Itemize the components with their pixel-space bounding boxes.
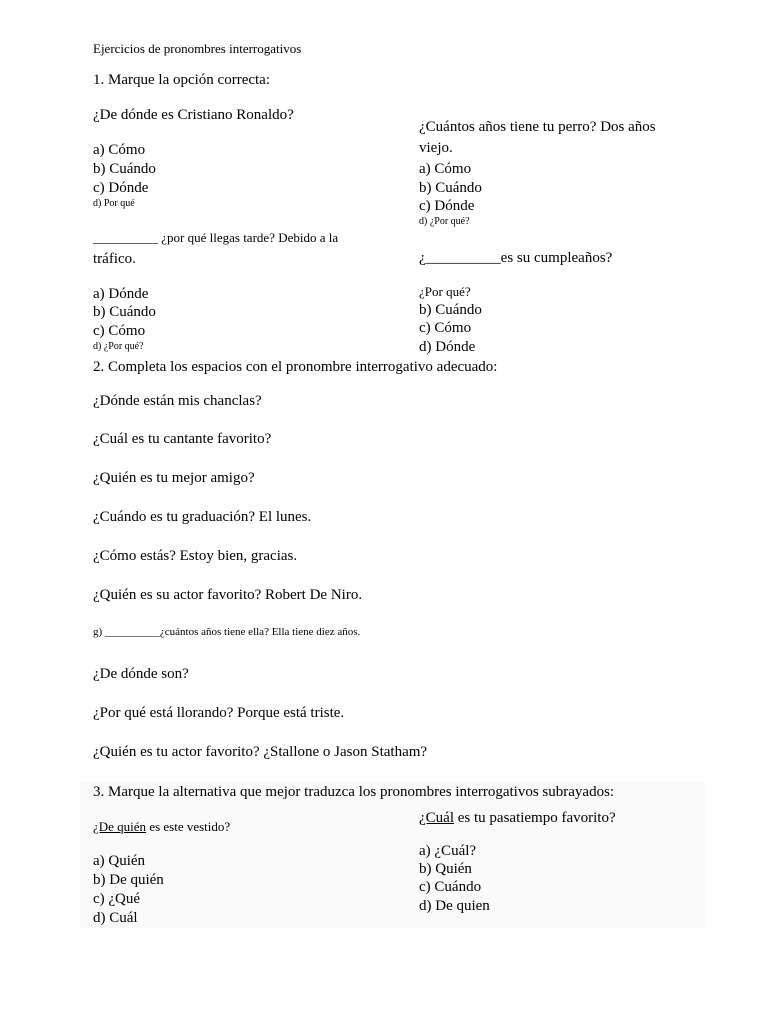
s2-item-g: g) __________¿cuántos años tiene ella? Ella tiene diez años.	[93, 626, 361, 638]
s1-q4-option-a: ¿Por qué?	[419, 284, 471, 299]
s3-q2-underlined: ¿Cuál	[419, 810, 454, 826]
s1-q3-option-c: c) Cómo	[93, 323, 146, 339]
s1-q2-option-a: a) Cómo	[419, 161, 472, 177]
s3-q1-option-b: b) De quién	[93, 872, 164, 888]
s3-q1-option-a: a) Quién	[93, 853, 146, 869]
s1-q4-blank: __________	[425, 250, 501, 266]
s1-q2-question-line2: viejo.	[419, 140, 453, 156]
s1-q2-option-b: b) Cuándo	[419, 180, 482, 196]
section1-heading: 1. Marque la opción correcta:	[93, 72, 271, 88]
s1-q2-question-line1: ¿Cuántos años tiene tu perro? Dos años	[419, 119, 656, 135]
s3-q2-option-a: a) ¿Cuál?	[419, 843, 477, 859]
s1-q1-option-b: b) Cuándo	[93, 161, 156, 177]
s1-q3-question-line2: tráfico.	[93, 251, 136, 267]
s1-q1-option-d: d) Por qué	[93, 198, 135, 209]
s1-q4-option-b: b) Cuándo	[419, 302, 482, 318]
s1-q3-option-d: d) ¿Por qué?	[93, 341, 144, 352]
s1-q1-option-a: a) Cómo	[93, 142, 146, 158]
s2-item: ¿De dónde son?	[93, 666, 189, 682]
s3-q2-question	[419, 811, 616, 826]
s1-q1-option-c: c) Dónde	[93, 180, 149, 196]
s1-q3-option-a: a) Dónde	[93, 286, 149, 302]
s3-q2-rest: es tu pasatiempo favorito?	[454, 810, 616, 826]
s2-item: ¿Quién es tu mejor amigo?	[93, 470, 255, 486]
s2-item: ¿Dónde están mis chanclas?	[93, 393, 262, 409]
section3-background	[80, 782, 706, 928]
s2-item: ¿Cómo estás? Estoy bien, gracias.	[93, 548, 298, 564]
s1-q4-question	[419, 251, 612, 266]
s1-q3-option-b: b) Cuándo	[93, 304, 156, 320]
s2-item: ¿Cuándo es tu graduación? El lunes.	[93, 509, 312, 525]
s2-item: ¿Por qué está llorando? Porque está triste.	[93, 705, 345, 721]
s1-q1-question: ¿De dónde es Cristiano Ronaldo?	[93, 107, 294, 123]
s1-q3-question-line1	[93, 231, 338, 244]
s1-q3-question-rest: ¿por qué llegas tarde? Debido a la	[158, 230, 339, 245]
s3-q1-rest: es este vestido?	[146, 819, 231, 834]
section3-heading: 3. Marque la alternativa que mejor traduzca los pronombres interrogativos subrayados:	[93, 784, 615, 800]
s1-q4-rest: es su cumpleaños?	[500, 250, 613, 266]
section2-heading: 2. Completa los espacios con el pronombre interrogativo adecuado:	[93, 359, 498, 375]
s1-q4-option-c: c) Cómo	[419, 320, 472, 336]
s1-q3-blank: __________	[93, 230, 158, 245]
s3-q2-option-c: c) Cuándo	[419, 879, 482, 895]
s3-q2-option-b: b) Quién	[419, 861, 472, 877]
s2-item: ¿Cuál es tu cantante favorito?	[93, 431, 272, 447]
s3-q1-option-d: d) Cuál	[93, 910, 138, 926]
s1-q4-option-d: d) Dónde	[419, 339, 476, 355]
s3-q1-question	[93, 820, 230, 833]
s2-item: ¿Quién es su actor favorito? Robert De Niro.	[93, 587, 363, 603]
s1-q4-prefix: ¿	[419, 250, 426, 266]
s3-q2-option-d: d) De quien	[419, 898, 490, 914]
s3-q1-underlined: ¿De quién	[93, 819, 147, 834]
s2-item: ¿Quién es tu actor favorito? ¿Stallone o Jason Statham?	[93, 744, 428, 760]
s1-q2-option-d: d) ¿Por qué?	[419, 216, 470, 227]
s3-q1-option-c: c) ¿Qué	[93, 891, 141, 907]
document-title: Ejercicios de pronombres interrogativos	[93, 41, 302, 56]
s1-q2-option-c: c) Dónde	[419, 198, 475, 214]
